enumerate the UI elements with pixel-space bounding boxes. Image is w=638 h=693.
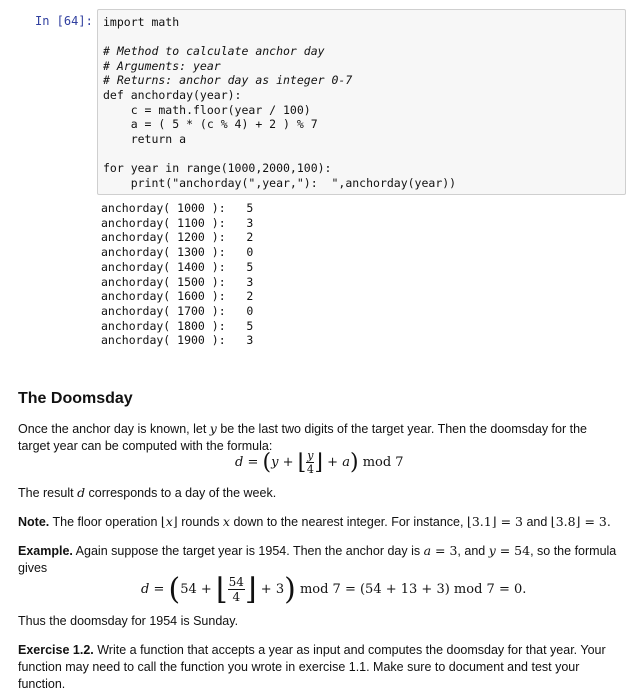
code-line: a = ( 5 * (c % 4) + 2 ) % 7 — [103, 117, 318, 132]
code-comment-line: # Arguments: year — [103, 58, 221, 73]
code-editor[interactable] — [98, 10, 625, 190]
output-line: anchorday( 1800 ): 5 — [101, 318, 254, 333]
output-line: anchorday( 1900 ): 3 — [101, 333, 254, 348]
code-comment-line: # Returns: anchor day as integer 0-7 — [103, 73, 353, 88]
output-line: anchorday( 1500 ): 3 — [101, 274, 254, 289]
code-line: def anchorday(year): — [103, 87, 242, 102]
output-line: anchorday( 1200 ): 2 — [101, 230, 254, 245]
code-comment-line: # Method to calculate anchor day — [103, 44, 325, 59]
code-line: import math — [103, 15, 180, 29]
output-line: anchorday( 1300 ): 0 — [101, 245, 254, 260]
output-line: anchorday( 1000 ): 5 — [101, 201, 254, 215]
code-line: c = math.floor(year / 100) — [103, 102, 311, 117]
cell-output — [101, 201, 253, 348]
section-heading: The Doomsday — [18, 390, 133, 407]
paragraph-result: The result d corresponds to a day of the week. — [18, 485, 277, 500]
paragraph-intro: Once the anchor day is known, let y be the last two digits of the target year. Then the doomsday for the target year can be computed with the formula: — [18, 421, 587, 453]
cell-prompt: In [64]: — [35, 14, 93, 28]
output-line: anchorday( 1600 ): 2 — [101, 289, 254, 304]
paragraph-note: Note. The floor operation ⌊x⌋ rounds x down to the nearest integer. For instance, ⌊3.1⌋ = 3 and ⌊3.8⌋ = 3. — [18, 514, 611, 529]
paragraph-conclusion: Thus the doomsday for 1954 is Sunday. — [18, 614, 239, 628]
formula-doomsday: d = (y + ⌊ $\frac{y}{4}$ ⌋ + a) mod 7 — [235, 449, 404, 476]
code-line: for year in range(1000,2000,100): — [103, 160, 332, 175]
code-line: return a — [103, 131, 187, 146]
output-line: anchorday( 1400 ): 5 — [101, 259, 254, 274]
output-line: anchorday( 1100 ): 3 — [101, 215, 254, 230]
paragraph-example: Example. Again suppose the target year is 1954. Then the anchor day is a = 3, and y = 54, so the formula gives — [18, 543, 617, 575]
code-cell-input[interactable] — [97, 9, 626, 195]
formula-example: d = (54 + ⌊ $\frac{54}{4}$ ⌋ + 3) mod 7 = (54 + 13 + 3) mod 7 = 0. — [141, 572, 527, 607]
code-line: print("anchorday(",year,"): ",anchorday(year)) — [103, 175, 457, 190]
output-line: anchorday( 1700 ): 0 — [101, 303, 254, 318]
paragraph-exercise: Exercise 1.2. Write a function that accepts a year as input and computes the doomsday for that year. Your function may need to call the function you wrote in exercise 1.1. Make sure to document and test your function. — [18, 643, 606, 691]
